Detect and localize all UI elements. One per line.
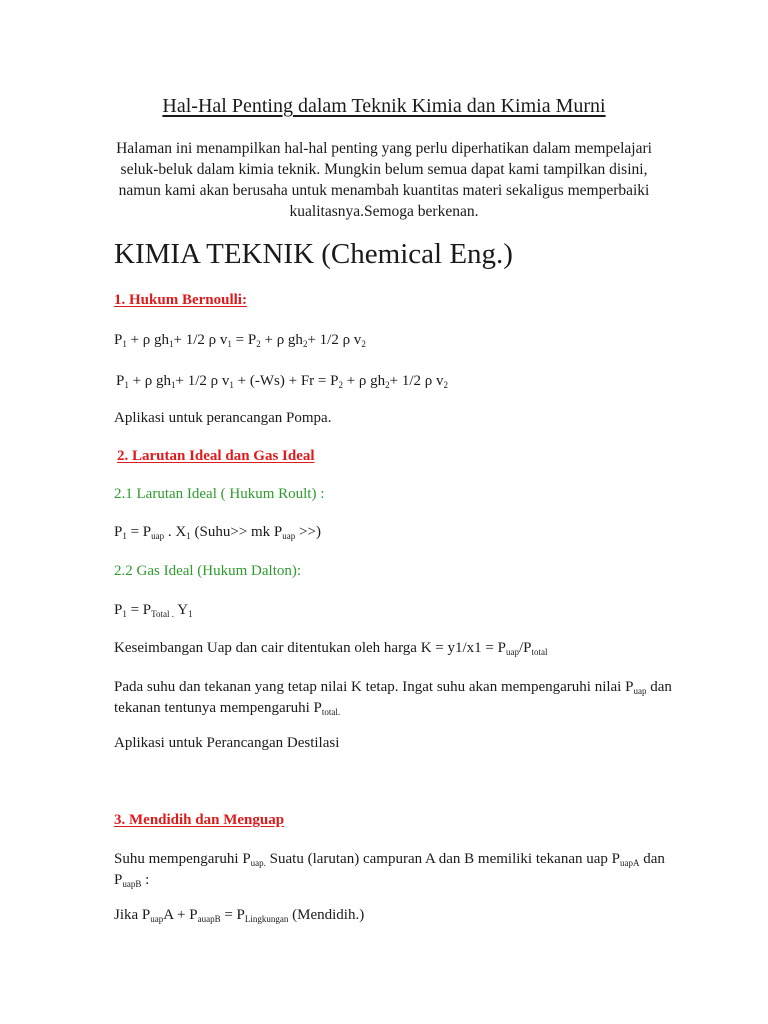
subsection-larutan-ideal: 2.1 Larutan Ideal ( Hukum Roult) : xyxy=(114,486,325,502)
subscript: uap xyxy=(633,686,647,696)
subscript: 2 xyxy=(443,380,449,390)
dalton-equation xyxy=(114,602,193,619)
text-run: (Suhu>> mk P xyxy=(190,524,283,540)
section-title-boiling: 3. Mendidih dan Menguap xyxy=(114,812,285,828)
text-run: + ρ gh xyxy=(128,373,172,389)
bernoulli-application: Aplikasi untuk perancangan Pompa. xyxy=(114,410,332,426)
subscript: uapB xyxy=(122,879,142,889)
text-run: + 1/2 ρ v xyxy=(389,373,444,389)
raoult-equation xyxy=(114,524,321,541)
k-constant-paragraph xyxy=(114,677,674,719)
subsection-gas-ideal: 2.2 Gas Ideal (Hukum Dalton): xyxy=(114,563,302,579)
subscript: uapA xyxy=(620,858,640,868)
text-run: Suhu mempengaruhi P xyxy=(114,851,251,867)
text-run: P xyxy=(116,373,125,389)
text-run: A + P xyxy=(163,907,198,923)
text-run: P xyxy=(114,602,123,618)
boiling-paragraph xyxy=(114,849,674,891)
subscript: 1 xyxy=(122,609,127,619)
text-run: + ρ gh xyxy=(260,332,303,348)
subscript: uap xyxy=(505,647,519,657)
text-run: . X xyxy=(164,524,187,540)
text-run: Y xyxy=(174,602,189,618)
intro-paragraph: Halaman ini menampilkan hal-hal penting yang perlu diperhatikan dalam mempelajari seluk-beluk dalam kimia teknik. Mungkin belum semua dapat kami tampilkan disini, namun kami akan berusaha untuk menambah kuantitas materi sekaligus memperbaiki kualitasnya.Semoga berkenan. xyxy=(116,140,652,220)
text-run: + (-Ws) + Fr = P xyxy=(233,373,339,389)
text-run: Suatu (larutan) campuran A dan B memiliki tekanan uap P xyxy=(265,851,620,867)
main-heading: KIMIA TEKNIK (Chemical Eng.) xyxy=(114,238,513,270)
subscript: uap xyxy=(282,531,296,541)
subscript: uap. xyxy=(250,858,266,868)
subscript: 1 xyxy=(122,531,127,541)
subscript: 1 xyxy=(122,339,127,349)
text-run: + ρ gh xyxy=(126,332,170,348)
subscript: Total . xyxy=(151,609,175,619)
equilibrium-paragraph xyxy=(114,640,547,657)
document-title: Hal-Hal Penting dalam Teknik Kimia dan Kimia Murni xyxy=(162,95,606,117)
section-title-bernoulli: 1. Hukum Bernoulli: xyxy=(114,292,247,308)
subscript: 2 xyxy=(256,339,261,349)
text-run: Pada suhu dan tekanan yang tetap nilai K tetap. Ingat suhu akan mempengaruhi nilai P xyxy=(114,679,634,695)
text-run: + ρ gh xyxy=(342,373,386,389)
text-run: Jika P xyxy=(114,907,151,923)
subscript: 2 xyxy=(302,339,308,349)
ideal-application: Aplikasi untuk Perancangan Destilasi xyxy=(114,735,340,751)
text-run: + 1/2 ρ v xyxy=(175,373,230,389)
text-run: : xyxy=(141,872,150,888)
text-run: = P xyxy=(220,907,245,923)
boiling-condition xyxy=(114,907,364,924)
text-run: Keseimbangan Uap dan cair ditentukan oleh harga K = y1/x1 = P xyxy=(114,640,506,656)
text-run: >>) xyxy=(295,524,321,540)
text-run: dan tekanan tentunya mempengaruhi P xyxy=(114,679,672,716)
subscript: uap xyxy=(151,531,165,541)
text-run: = P xyxy=(126,524,152,540)
text-run: = P xyxy=(231,332,257,348)
subscript: 1 xyxy=(229,380,234,390)
section-title-ideal: 2. Larutan Ideal dan Gas Ideal xyxy=(117,448,315,464)
subscript: 1 xyxy=(171,380,176,390)
subscript: total xyxy=(531,647,548,657)
text-run: dan P xyxy=(114,851,665,888)
text-run: P xyxy=(114,524,123,540)
subscript: 2 xyxy=(338,380,343,390)
subscript: Lingkungan xyxy=(244,914,289,924)
text-run: + 1/2 ρ v xyxy=(173,332,228,348)
subscript: 1 xyxy=(186,531,191,541)
subscript: 2 xyxy=(361,339,366,349)
subscript: 1 xyxy=(188,609,193,619)
subscript: uap xyxy=(150,914,164,924)
text-run: (Mendidih.) xyxy=(288,907,365,923)
text-run: /P xyxy=(518,640,532,656)
text-run: P xyxy=(114,332,123,348)
text-run: = P xyxy=(126,602,152,618)
bernoulli-equation-1 xyxy=(114,332,366,349)
subscript: auapB xyxy=(197,914,221,924)
subscript: total. xyxy=(321,707,341,717)
bernoulli-equation-2 xyxy=(116,373,448,390)
subscript: 2 xyxy=(385,380,390,390)
text-run: + 1/2 ρ v xyxy=(307,332,362,348)
subscript: 1 xyxy=(169,339,174,349)
subscript: 1 xyxy=(124,380,129,390)
subscript: 1 xyxy=(227,339,232,349)
